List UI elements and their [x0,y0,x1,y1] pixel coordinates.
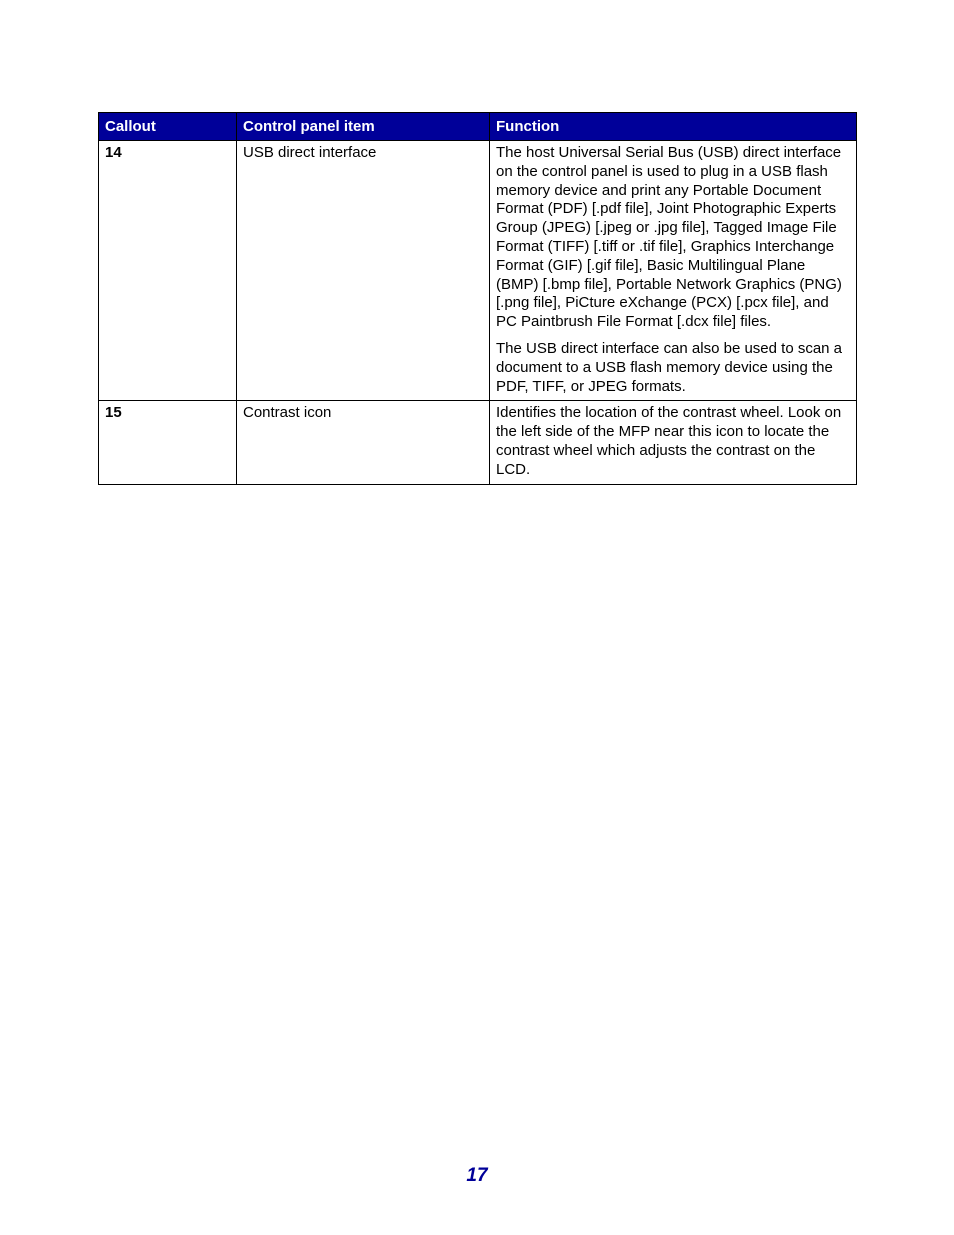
item-cell: Contrast icon [237,401,490,484]
header-row [99,113,857,141]
callout-cell: 14 [99,141,237,401]
table-row [99,141,857,401]
function-cell [490,141,857,401]
page-number: 17 [466,1165,488,1186]
table-row [99,401,857,484]
function-cell [490,401,857,484]
header-function: Function [490,113,857,141]
callout-cell: 15 [99,401,237,484]
header-control-panel-item: Control panel item [237,113,490,141]
control-panel-table [98,112,857,485]
function-paragraph: Identifies the location of the contrast wheel. Look on the left side of the MFP near this icon to locate the contrast wheel which adjusts the contrast on the LCD. [496,404,842,478]
function-paragraph: The USB direct interface can also be used to scan a document to a USB flash memory device using the PDF, TIFF, or JPEG formats. [496,339,843,395]
table-body [99,141,857,485]
header-callout: Callout [99,113,237,141]
function-paragraph: The host Universal Serial Bus (USB) direct interface on the control panel is used to plug in a USB flash memory device and print any Portable Document Format (PDF) [.pdf file], Joint Photographic Experts Group (JPEG) [.jpeg or .jpg file], Tagged Image File Format (TIFF) [.tiff or .tif file], Graphics Interchange Format (GIF) [.gif file], Basic Multilingual Plane (BMP) [.bmp file], Portable Network Graphics (PNG) [.png file], PiCture eXchange (PCX) [.pcx file], and PC Paintbrush File Format [.dcx file] files. [496,144,842,331]
item-cell: USB direct interface [237,141,490,401]
table-header [99,113,857,141]
